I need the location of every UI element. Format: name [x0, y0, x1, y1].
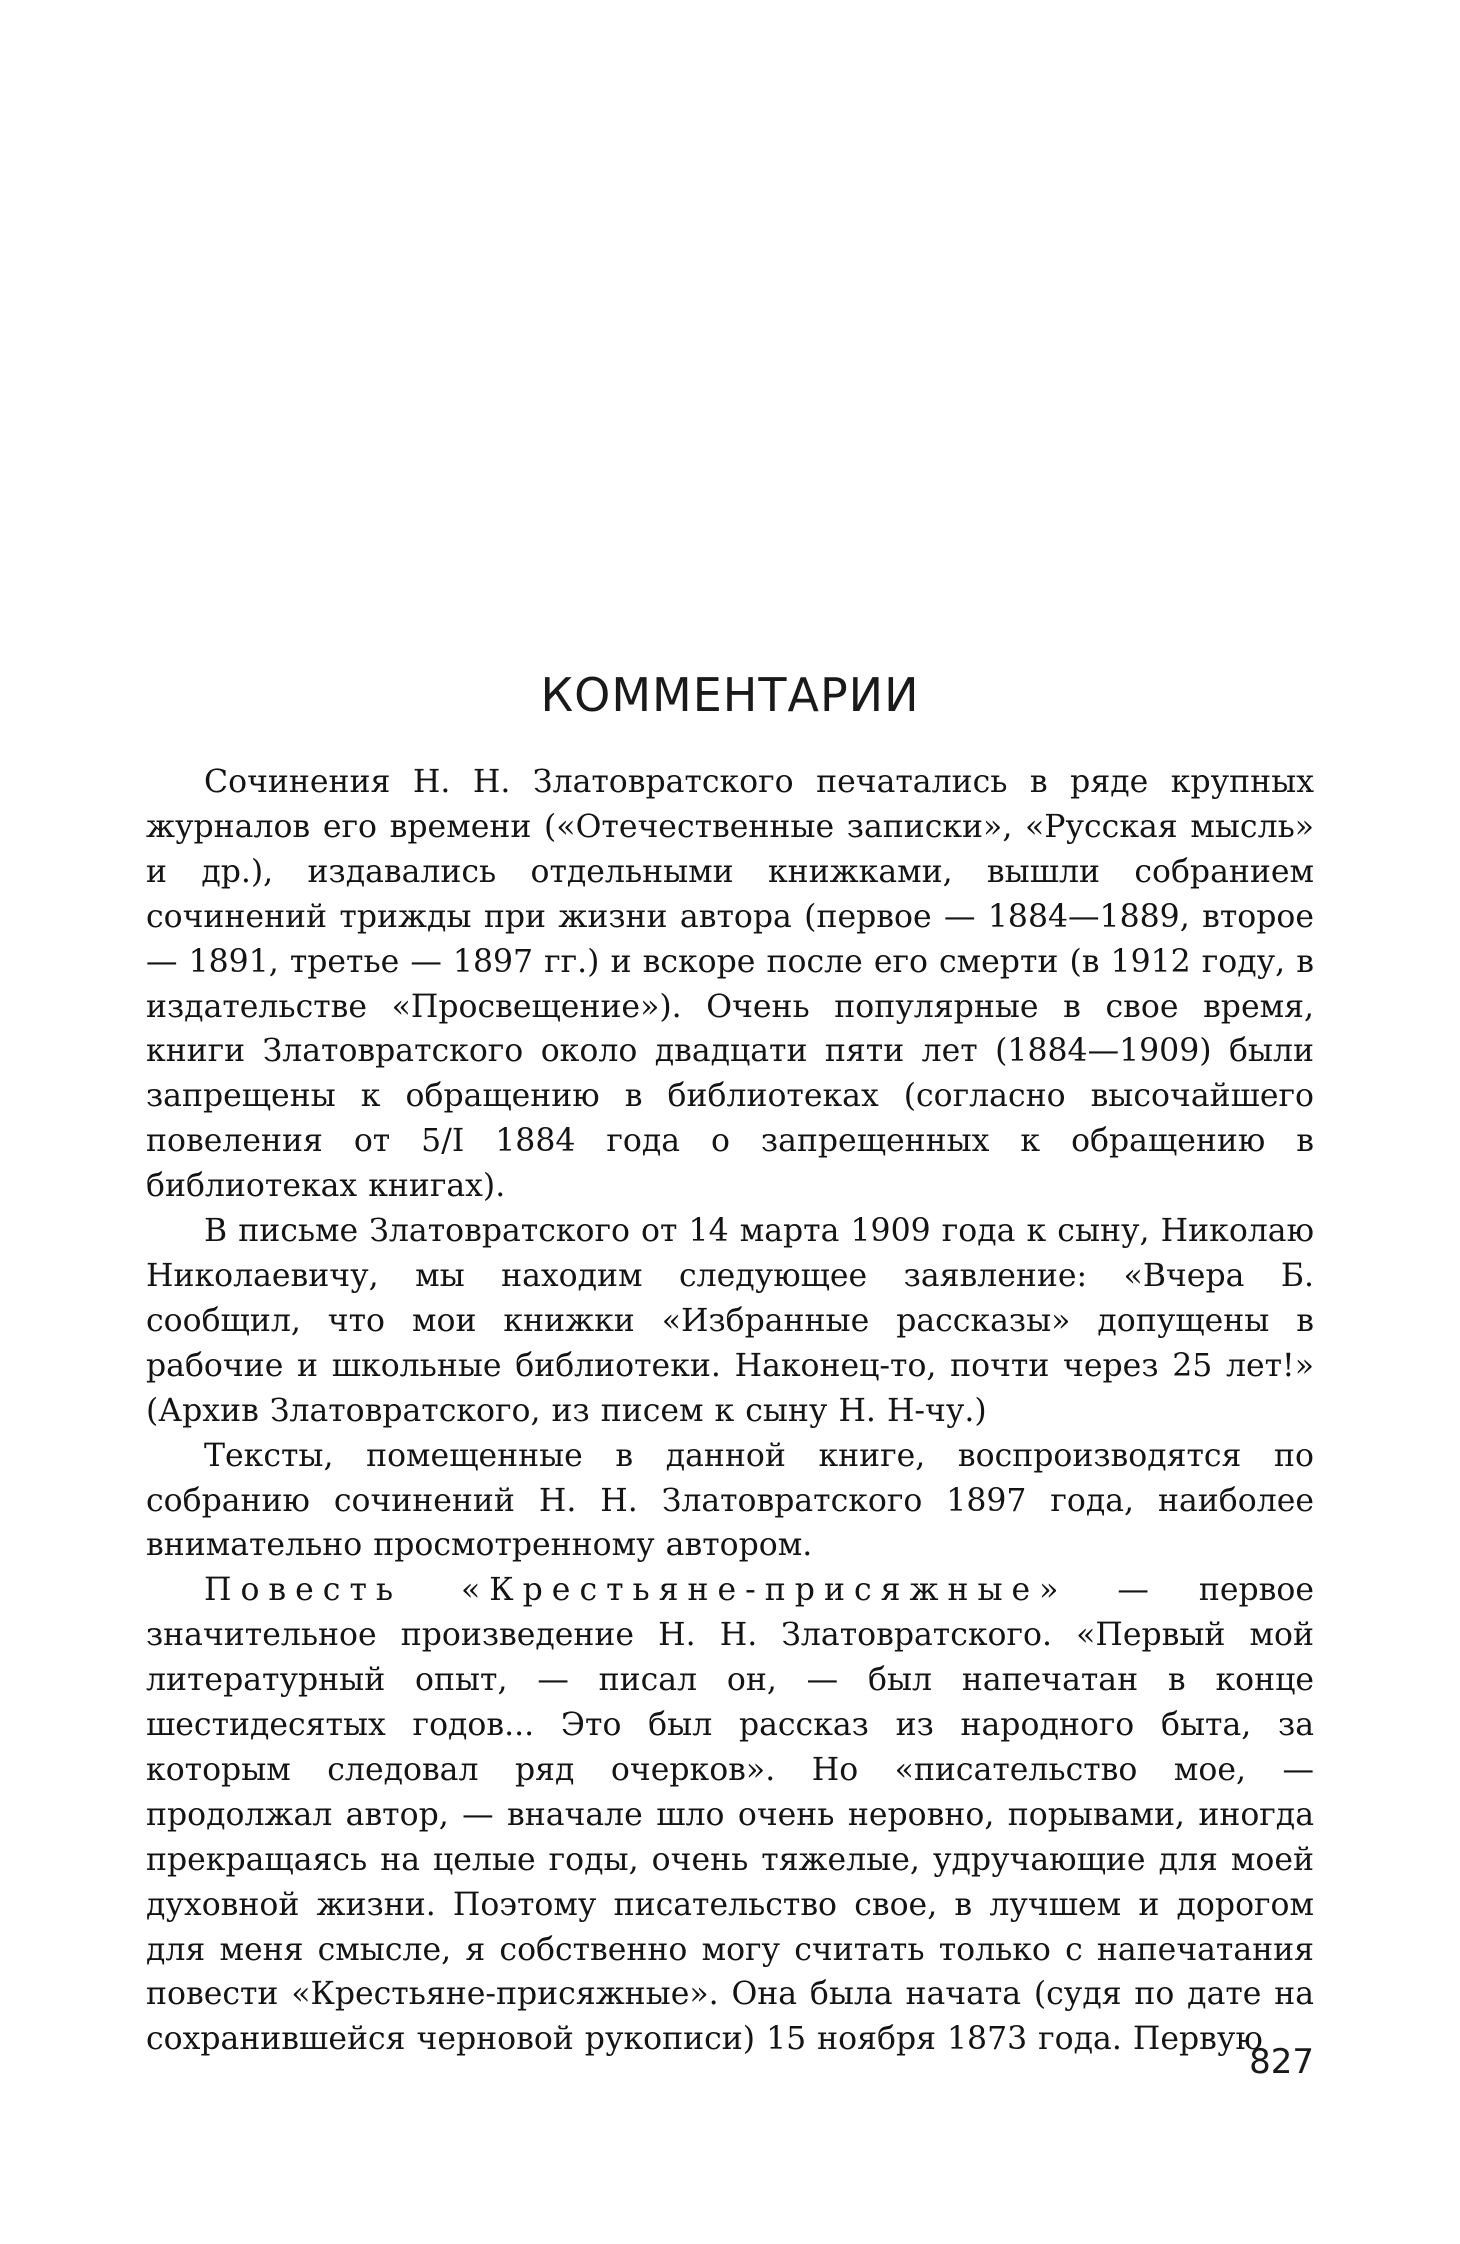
story-title-lead: Повесть «Крестьяне-присяжные» [204, 1572, 1068, 1609]
paragraph-text-source: Тексты, помещенные в данной книге, воспроизводятся по собранию сочинений Н. Н. Златовратского 1897 года, наиболее внимательно просмотренному автором. [146, 1437, 1314, 1564]
page-number: 827 [1249, 2042, 1314, 2082]
story-commentary-text: — первое значительное произведение Н. Н. Златовратского. «Первый мой литературный опыт, — писал он, — был напечатан в конце шестидесятых годов... Это был рассказ из народного быта, за которым следовал ряд очерков». Но «писательство мое, — продолжал автор, — вначале шло очень неровно, порывами, иногда прекращаясь на целые годы, очень тяжелые, удручающие для моей духовной жизни. Поэтому писательство свое, в лучшем и дорогом для меня смысле, я собственно могу считать только с напечатания повести «Крестьяне-присяжные». Она была начата (судя по дате на сохранившейся черновой рукописи) 15 ноября 1873 года. Первую [146, 1572, 1314, 2058]
paragraph-letter-quote: В письме Златовратского от 14 марта 1909 года к сыну, Николаю Николаевичу, мы находим следующее заявление: «Вчера Б. сообщил, что мои книжки «Избранные рассказы» допущены в рабочие и школьные библиотеки. Наконец-то, почти через 25 лет!» (Архив Златовратского, из писем к сыну Н. Н-чу.) [146, 1213, 1314, 1429]
commentary-body [146, 760, 1314, 2062]
page-heading: КОММЕНТАРИИ [540, 668, 920, 722]
paragraph-publication-history: Сочинения Н. Н. Златовратского печатались в ряде крупных журналов его времени («Отечественные записки», «Русская мысль» и др.), издавались отдельными книжками, вышли собранием сочинений трижды при жизни автора (первое — 1884—1889, второе — 1891, третье — 1897 гг.) и вскоре после его смерти (в 1912 году, в издательстве «Просвещение»). Очень популярные в свое время, книги Златовратского около двадцати пяти лет (1884—1909) были запрещены к обращению в библиотеках (согласно высочайшего повеления от 5/I 1884 года о запрещенных к обращению в библиотеках книгах). [146, 764, 1314, 1205]
paragraph-story-commentary [146, 1568, 1314, 2062]
